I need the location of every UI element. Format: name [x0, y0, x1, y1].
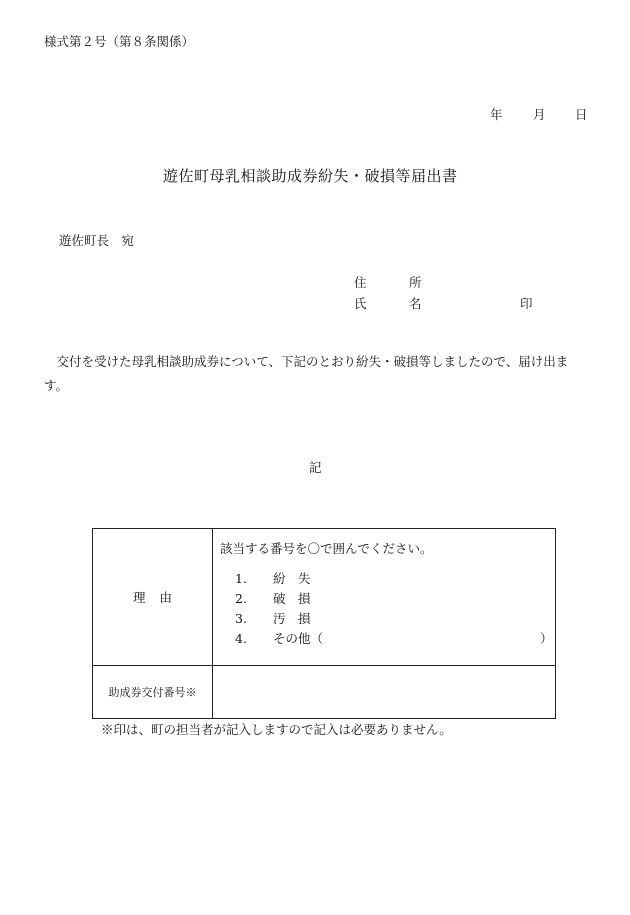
- name-label-2: 名: [409, 296, 422, 311]
- address-label-1: 住: [354, 275, 367, 290]
- number-row: [93, 666, 556, 719]
- option-item-2[interactable]: [235, 589, 311, 607]
- option-text: 破 損: [273, 591, 311, 606]
- form-number: 様式第２号（第８条関係）: [44, 34, 195, 49]
- name-label-1: 氏: [354, 296, 367, 311]
- number-label-cell: [93, 666, 213, 719]
- option-number: 1.: [235, 571, 247, 586]
- option-text: その他（: [273, 631, 324, 646]
- seal-mark: 印: [520, 296, 533, 311]
- option-text: 汚 損: [273, 611, 311, 626]
- option-number: 2.: [235, 591, 247, 606]
- reason-label-cell: [93, 529, 213, 666]
- ki-heading: 記: [309, 460, 322, 475]
- footnote: ※印は、町の担当者が記入しますので記入は必要ありません。: [101, 722, 452, 737]
- number-input-cell[interactable]: [213, 666, 556, 719]
- option-item-1[interactable]: [235, 569, 311, 587]
- option-item-3[interactable]: [235, 609, 311, 627]
- option-item-4[interactable]: [235, 629, 323, 647]
- reason-row: [93, 529, 556, 666]
- other-close-paren: ）: [540, 631, 553, 646]
- option-text: 紛 失: [273, 571, 311, 586]
- addressee: 遊佐町長 宛: [59, 233, 135, 248]
- date-month: 月: [533, 107, 546, 122]
- option-number: 3.: [235, 611, 247, 626]
- option-number: 4.: [235, 631, 247, 646]
- document-title: 遊佐町母乳相談助成券紛失・破損等届出書: [163, 167, 458, 185]
- body-paragraph: 交付を受けた母乳相談助成券について、下記のとおり紛失・破損等しましたので、届け出ます。: [44, 354, 569, 393]
- number-label: 助成券交付番号※: [108, 686, 197, 699]
- reason-options-cell: [213, 529, 556, 666]
- address-label-2: 所: [409, 275, 422, 290]
- date-year: 年: [490, 107, 503, 122]
- reason-table: [92, 528, 556, 719]
- reason-label: 理由: [132, 590, 186, 605]
- date-day: 日: [575, 107, 588, 122]
- instruction-text: 該当する番号を〇で囲んでください。: [220, 541, 433, 556]
